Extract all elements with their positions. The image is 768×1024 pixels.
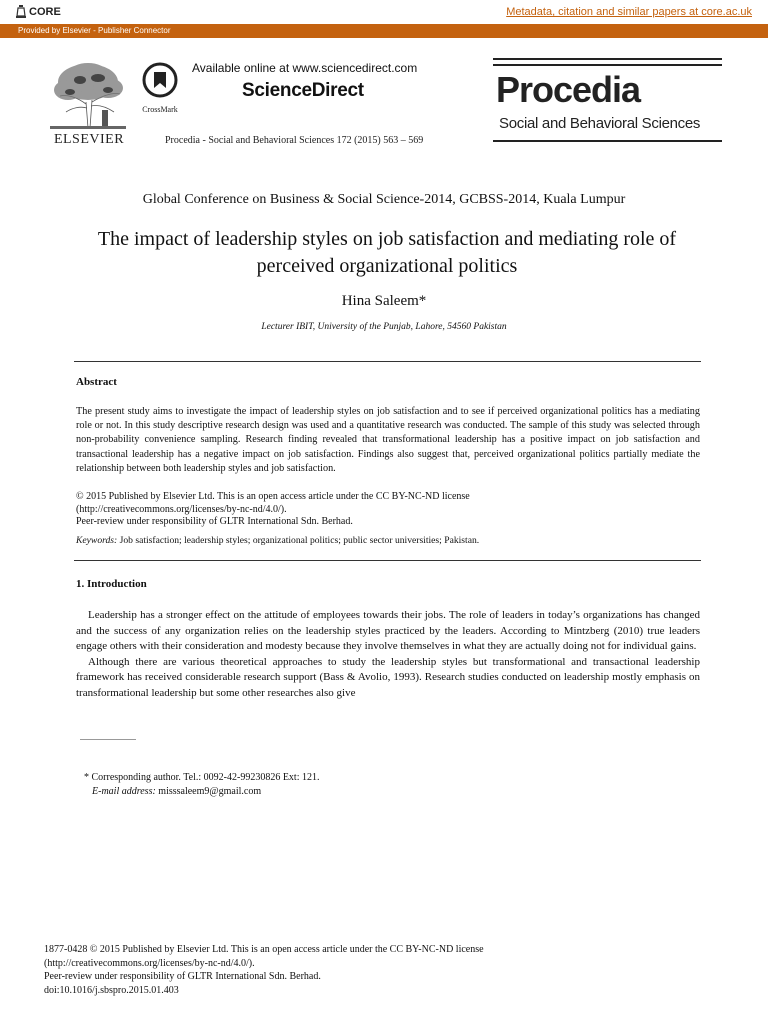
crossmark-badge[interactable] [137, 62, 183, 114]
elsevier-wordmark: ELSEVIER [53, 132, 125, 147]
introduction-paragraph: Leadership has a stronger effect on the attitude of employees towards their jobs. The role of leaders in today’s organizations has changed and the success of any organization relies on the leadership styles practiced by the leaders. According to Mintzberg (2010) true leaders engage others with their consideration and modesty because they involve themselves in what they are actually doing not for individual gains. [76, 609, 700, 653]
sciencedirect-logo: ScienceDirect [242, 80, 364, 101]
bottom-metadata [44, 943, 484, 997]
procedia-rule-top [493, 58, 722, 60]
elsevier-tree-logo [50, 62, 126, 130]
keywords-label: Keywords: [76, 535, 118, 546]
keywords-list: Job satisfaction; leadership styles; organizational politics; public sector universities; Pakistan. [119, 535, 480, 546]
core-logo-text: CORE [29, 6, 61, 18]
abstract-body: The present study aims to investigate the impact of leadership styles on job satisfaction and to see if perceived organizational politics has a mediating role or not. In this study descriptive research design was used and a quantitative research was conducted. The sample of this study was selected through non-probability convenience sampling. Research finding revealed that transformational leadership has a positive impact on job satisfaction and transactional leadership has a negative impact on job satisfaction. Findings also suggest that, perceived organizational politics partially mediate the relationship between both leadership styles and job satisfaction. [76, 406, 700, 474]
introduction-heading: 1. Introduction [76, 578, 147, 590]
doi[interactable]: doi:10.1016/j.sbspro.2015.01.403 [44, 984, 179, 996]
email-line [84, 785, 319, 799]
core-header-bar [0, 0, 768, 24]
core-lantern-icon [16, 5, 26, 19]
journal-citation: Procedia - Social and Behavioral Sciences 172 (2015) 563 – 569 [165, 135, 424, 146]
footnote-separator [80, 739, 136, 740]
footnote [84, 771, 319, 798]
email-address[interactable]: misssaleem9@gmail.com [158, 785, 262, 797]
license-line-1: © 2015 Published by Elsevier Ltd. This is an open access article under the CC BY-NC-ND license [76, 491, 470, 502]
core-logo[interactable] [16, 4, 61, 20]
license-url[interactable]: (http://creativecommons.org/licenses/by-nc-nd/4.0/). [76, 503, 287, 515]
crossmark-label: CrossMark [142, 105, 178, 114]
corresponding-author-note: * Corresponding author. Tel.: 0092-42-99230826 Ext: 121. [84, 772, 320, 783]
license-block [76, 491, 700, 529]
author-affiliation: Lecturer IBIT, University of the Punjab, Lahore, 54560 Pakistan [261, 322, 507, 332]
bottom-peer-review: Peer-review under responsibility of GLTR International Sdn. Berhad. [44, 971, 321, 982]
procedia-rule-top-2 [493, 64, 722, 66]
introduction-paragraph: Although there are various theoretical approaches to study the leadership styles but transformational and transactional leadership framework has received considerable research support (Bass & Avolio, 1993). Research studies conducted on leadership mostly emphasis on transformational leadership but some other researches also give [76, 655, 700, 699]
keywords-line [76, 535, 700, 546]
provided-by-text: Provided by Elsevier - Publisher Connector [18, 26, 171, 35]
issn-license-line: 1877-0428 © 2015 Published by Elsevier Ltd. This is an open access article under the CC BY-NC-ND license [44, 944, 484, 955]
paper-title: The impact of leadership styles on job satisfaction and mediating role of perceived organizational politics [97, 228, 677, 277]
bottom-license-url[interactable]: (http://creativecommons.org/licenses/by-nc-nd/4.0/). [44, 957, 255, 969]
core-metadata-link[interactable]: Metadata, citation and similar papers at core.ac.uk [506, 6, 752, 18]
peer-review-note: Peer-review under responsibility of GLTR International Sdn. Berhad. [76, 516, 353, 527]
abstract-bottom-rule [74, 560, 701, 561]
introduction-body [76, 608, 700, 702]
email-label: E-mail address: [92, 785, 156, 797]
conference-name: Global Conference on Business & Social Science-2014, GCBSS-2014, Kuala Lumpur [142, 192, 626, 207]
abstract-top-rule [74, 361, 701, 362]
procedia-rule-bottom [493, 140, 722, 142]
available-online-text: Available online at www.sciencedirect.com [192, 61, 418, 75]
crossmark-icon [141, 62, 179, 98]
provided-by-bar [0, 24, 768, 38]
procedia-journal-logo [493, 58, 722, 144]
author-name: Hina Saleem* [341, 293, 427, 309]
abstract-heading: Abstract [76, 376, 117, 388]
procedia-subtitle: Social and Behavioral Sciences [499, 115, 701, 132]
procedia-title: Procedia [496, 69, 641, 110]
